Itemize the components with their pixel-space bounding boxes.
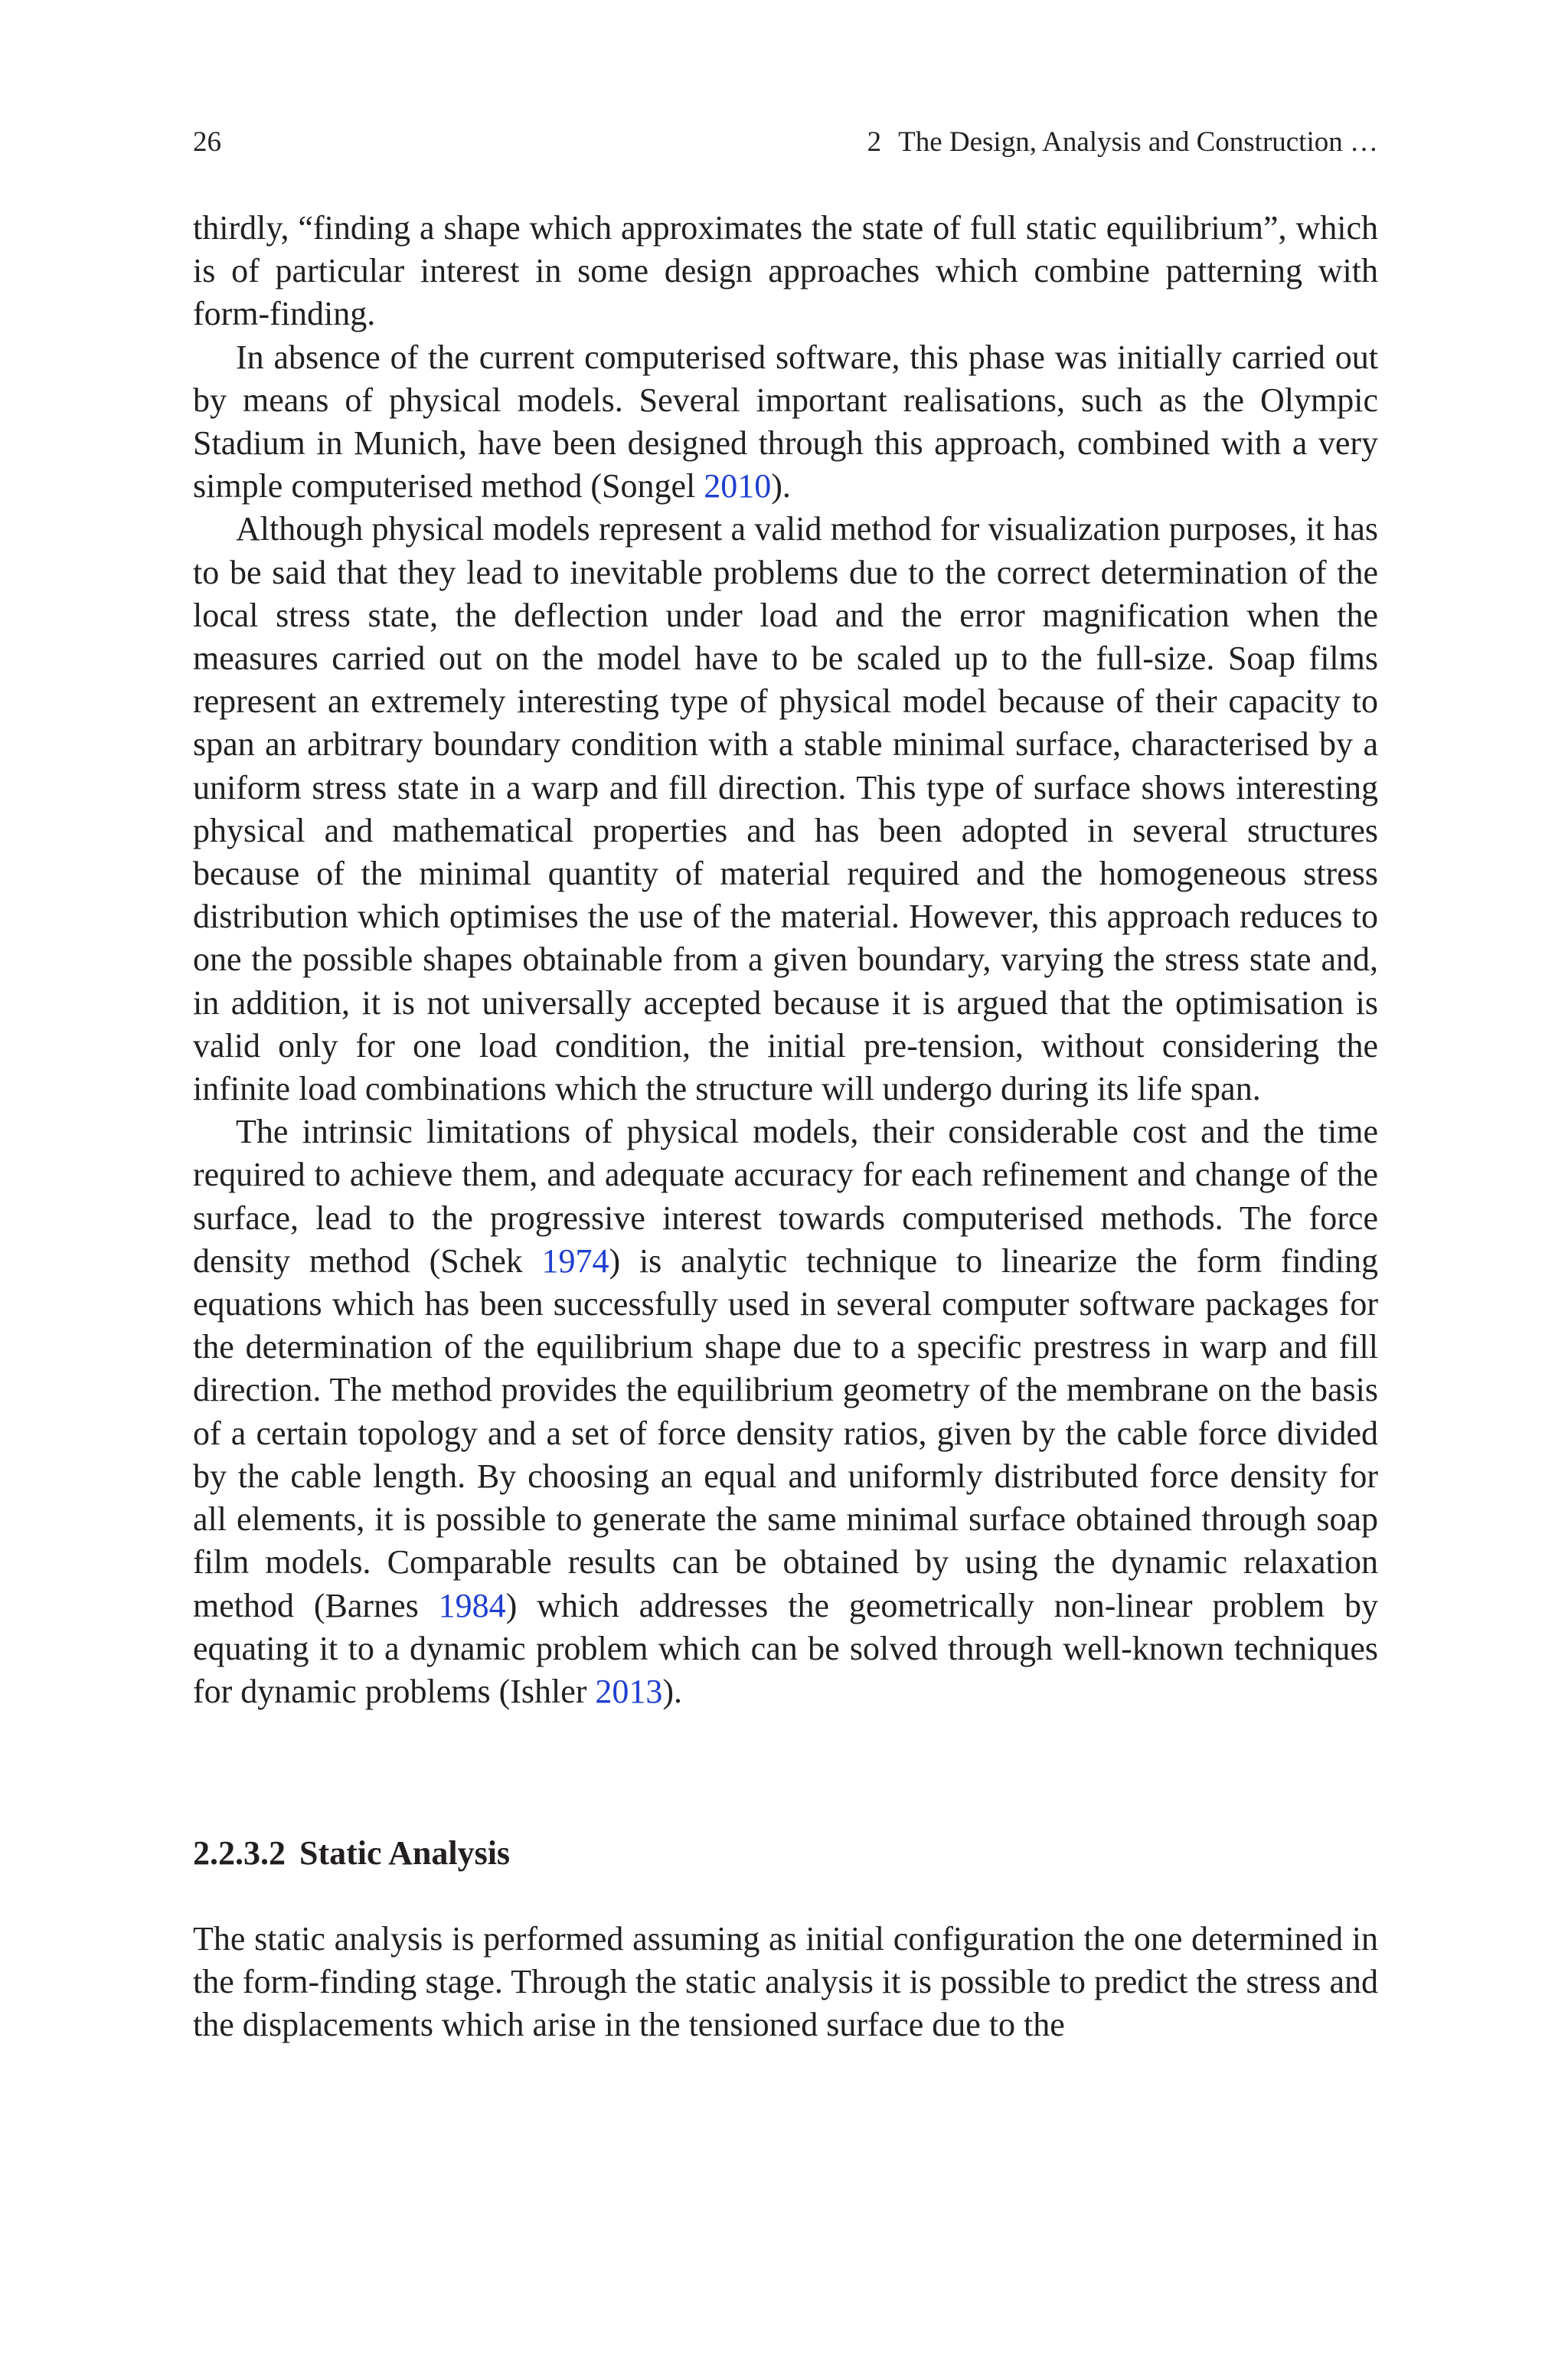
citation-link-barnes[interactable]: 1984: [438, 1586, 506, 1624]
section-paragraph: The static analysis is performed assuming as initial configuration the one determined in the form-finding stage. Through the static analysis it is possible to predict the stress and the displacements which arise in the tensioned surface due to the: [193, 1920, 1378, 2044]
section-number: 2.2.3.2: [193, 1834, 286, 1872]
citation-link-songel[interactable]: 2010: [704, 467, 772, 505]
paragraph-2-end: ).: [771, 467, 791, 505]
paragraph-4-text-a: The intrinsic limitations of physical models, their considerable cost and the time required to achieve them, and adequate accuracy for each refinement and change of the surface, lead to the progressive interest towards computerised methods. The force density method (Schek: [193, 1113, 1378, 1280]
chapter-number: 2: [867, 126, 882, 158]
paragraph-3: Although physical models represent a valid method for visualization purposes, it has to be said that they lead to inevitable problems due to the correct determination of the local stress state, the deflection under load and the error magnification when the measures carried out on the model have to be scaled up to the full-size. Soap films represent an extremely interesting type of physical model because of their capacity to span an arbitrary boundary condition with a stable minimal surface, characterised by a uniform stress state in a warp and fill direction. This type of surface shows interesting physical and mathematical properties and has been adopted in several structures because of the minimal quantity of material required and the homogeneous stress distribution which optimises the use of the material. However, this approach reduces to one the possible shapes obtainable from a given boundary, varying the stress state and, in addition, it is not universally accepted because it is argued that the optimisation is valid only for one load condition, the initial pre-tension, without considering the infinite load combinations which the structure will undergo during its life span.: [193, 510, 1378, 1108]
paragraph-2: [193, 336, 1378, 509]
running-head: [867, 123, 1378, 162]
running-header: [193, 123, 1378, 162]
citation-link-ishler[interactable]: 2013: [595, 1672, 663, 1710]
paragraph-4: [193, 1110, 1378, 1713]
section-heading: [193, 1832, 1378, 1875]
body-text: [193, 207, 1378, 1713]
page-number: 26: [193, 126, 221, 158]
chapter-title: The Design, Analysis and Construction …: [898, 126, 1378, 158]
paragraph-4-text-b: ) is analytic technique to linearize the form finding equations which has been successfully used in several computer software packages for the determination of the equilibrium shape due to a specific prestress in warp and fill direction. The method provides the equilibrium geometry of the membrane on the basis of a certain topology and a set of force density ratios, given by the cable force divided by the cable length. By choosing an equal and uniformly distributed force density for all elements, it is possible to generate the same minimal surface obtained through soap film models. Comparable results can be obtained by using the dynamic relaxation method (Barnes: [193, 1241, 1378, 1624]
citation-link-schek[interactable]: 1974: [541, 1241, 609, 1280]
paragraph-1: thirdly, “finding a shape which approximates the state of full static equilibrium”, which is of particular interest in some design approaches which combine patterning with form-finding.: [193, 209, 1378, 333]
paragraph-2-text: In absence of the current computerised software, this phase was initially carried out by means of physical models. Several important realisations, such as the Olympic Stadium in Munich, have been designed through this approach, combined with a very simple computerised method (Songel: [193, 338, 1378, 505]
section-title: Static Analysis: [299, 1834, 511, 1872]
paragraph-4-end: ).: [662, 1672, 683, 1710]
paragraph-4-text-c: ) which addresses the geometrically non-linear problem by equating it to a dynamic problem which can be solved through well-known techniques for dynamic problems (Ishler: [193, 1586, 1378, 1710]
section-body: [193, 1918, 1378, 2047]
